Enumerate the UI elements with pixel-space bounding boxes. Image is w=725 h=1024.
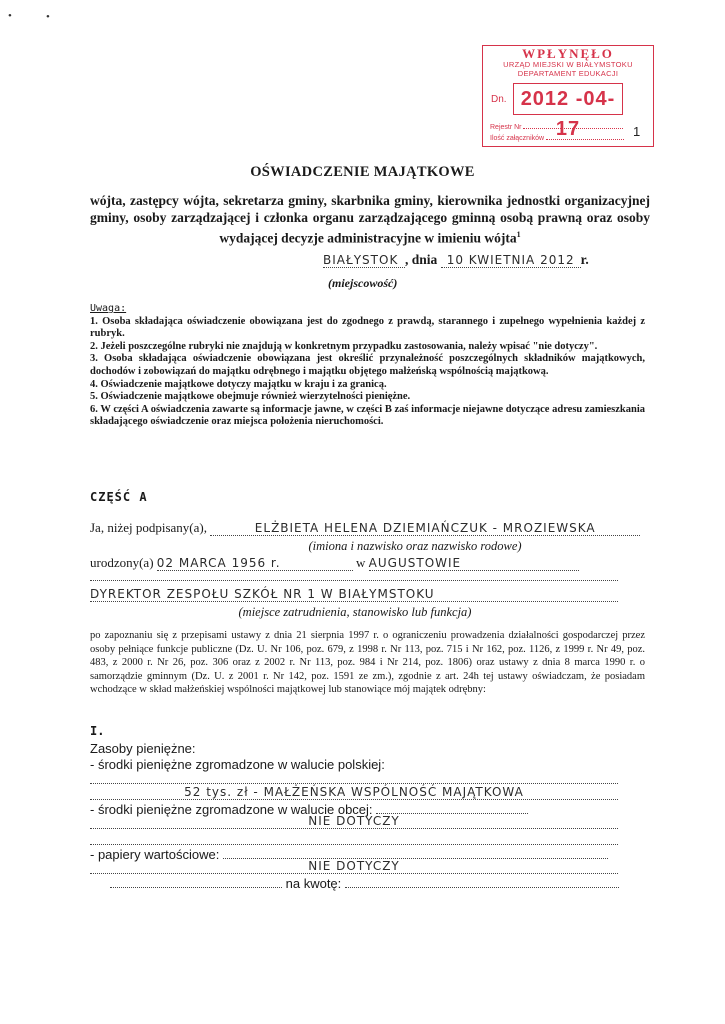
subtitle-footnote: 1	[516, 230, 521, 239]
securities-label: - papiery wartościowe:	[90, 847, 220, 862]
born-line	[90, 555, 579, 571]
foreign-value-line	[90, 813, 618, 829]
signer-line	[90, 520, 640, 536]
document-subtitle	[90, 192, 650, 247]
foreign-value: NIE DOTYCZY	[90, 814, 618, 829]
signer-label: Ja, niżej podpisany(a),	[90, 520, 207, 535]
note-item: 4. Oświadczenie majątkowe dotyczy majątku w kraju i za granicą.	[90, 378, 387, 390]
notes-section	[90, 303, 645, 429]
stamp-register-row	[490, 124, 640, 131]
section-one-numeral: I.	[90, 724, 105, 738]
resources-heading: Zasoby pieniężne:	[90, 741, 196, 756]
part-a-heading: CZĘŚĆ A	[90, 490, 148, 504]
stamp-register-label: Rejestr Nr	[490, 124, 522, 131]
pln-value: 52 tys. zł - MAŁŻEŃSKA WSPÓLNOŚĆ MAJĄTKOWA	[90, 785, 618, 800]
date-value: 10 KWIETNIA 2012	[441, 253, 581, 268]
stamp-attachments-label: Ilość załączników	[490, 135, 545, 142]
born-label: urodzony(a)	[90, 555, 154, 570]
scan-mark: •	[8, 10, 12, 22]
note-item: 1. Osoba składająca oświadczenie obowiązana jest do zgodnego z prawdą, starannego i zupełnego wypełnienia każdej z rubryk.	[90, 315, 645, 340]
statute-text: po zapoznaniu się z przepisami ustawy z dnia 21 sierpnia 1997 r. o ograniczeniu prowadzenia działalności gospodarczej przez osoby pełniące funkcje publiczne (Dz. U. Nr 106, poz. 679, z 1998 r. Nr 113, poz. 715 i Nr 162, poz. 1126, z 1999 r. Nr 49, poz. 483, z 2000 r. Nr 26, poz. 306 oraz z 2002 r. Nr 113, poz. 984 i Nr 214, poz. 1806) oraz ustawy z dnia 8 marca 1990 r. o samorządzie gminnym (Dz. U. z 2001 r. Nr 142, poz. 1591 ze zm.), zgodnie z art. 24h tej ustawy oświadczam, że posiadam wchodzące w skład małżeńskiej wspólności majątkowej lub stanowiące mój majątek odrębny:	[90, 630, 645, 696]
stamp-heading: WPŁYNĘŁO	[522, 46, 614, 61]
stamp-date: 2012 -04- 17	[513, 83, 623, 115]
note-item: 3. Osoba składająca oświadczenie obowiązana jest określić przynależność poszczególnych składników majątkowych, dochodów i zobowiązań do majątku odrębnego i majątku objętego małżeńską wspólnością majątkową.	[90, 353, 645, 377]
born-date: 02 MARCA 1956 r.	[157, 556, 353, 571]
place-date-line	[323, 252, 589, 268]
note-item: 6. W części A oświadczenia zawarte są informacje jawne, w części B zaś informacje niejawne dotyczące adresu zamieszkania składającego oświadczenie oraz miejsca położenia nieruchomości.	[90, 403, 645, 428]
born-place: AUGUSTOWIE	[369, 556, 579, 571]
pln-line	[90, 784, 618, 800]
stamp-office: URZĄD MIEJSKI W BIAŁYMSTOKU	[503, 60, 633, 69]
foreign-label: - środki pieniężne zgromadzone w walucie obcej:	[90, 802, 373, 817]
employment-line	[90, 586, 618, 602]
scan-mark: •	[46, 11, 50, 23]
note-item: 5. Oświadczenie majątkowe obejmuje również wierzytelności pieniężne.	[90, 391, 411, 403]
born-in-label: w	[356, 555, 366, 570]
place-label: (miejscowość)	[328, 276, 398, 290]
note-item: 2. Jeżeli poszczególne rubryki nie znajdują w konkretnym przypadku zastosowania, należy wpisać "nie dotyczy".	[90, 340, 598, 352]
notes-heading: Uwaga:	[90, 303, 127, 314]
employment-caption: (miejsce zatrudnienia, stanowisko lub funkcja)	[238, 605, 472, 619]
pln-label: - środki pieniężne zgromadzone w walucie polskiej:	[90, 757, 385, 772]
securities-value-line	[90, 858, 618, 874]
signer-caption: (imiona i nazwisko oraz nazwisko rodowe)	[308, 539, 522, 553]
date-suffix: r.	[580, 252, 589, 267]
securities-value: NIE DOTYCZY	[90, 859, 618, 874]
place-value: BIAŁYSTOK	[323, 253, 405, 268]
stamp-attachments-value: 1	[633, 124, 641, 139]
document-title: OŚWIADCZENIE MAJĄTKOWE	[250, 164, 475, 180]
amount-line	[110, 876, 619, 891]
employment-value: DYREKTOR ZESPOŁU SZKÓŁ NR 1 W BIAŁYMSTOKU	[90, 587, 618, 602]
signer-value: ELŻBIETA HELENA DZIEMIAŃCZUK - MROZIEWSKA	[210, 521, 640, 536]
amount-label: na kwotę:	[285, 876, 342, 891]
stamp-department: DEPARTAMENT EDUKACJI	[517, 69, 619, 78]
received-stamp	[482, 45, 654, 147]
subtitle-text: wójta, zastępcy wójta, sekretarza gminy, skarbnika gminy, kierownika jednostki organizacyjnej gminy, osoby zarządzającej i członka organu zarządzającego gminną osobą prawną oraz osoby wydającej decyzje administracyjne w imieniu wójta	[90, 193, 650, 246]
stamp-attachments-row	[490, 135, 640, 142]
stamp-dn-label: Dn.	[491, 94, 507, 105]
date-prefix: , dnia	[405, 252, 438, 267]
